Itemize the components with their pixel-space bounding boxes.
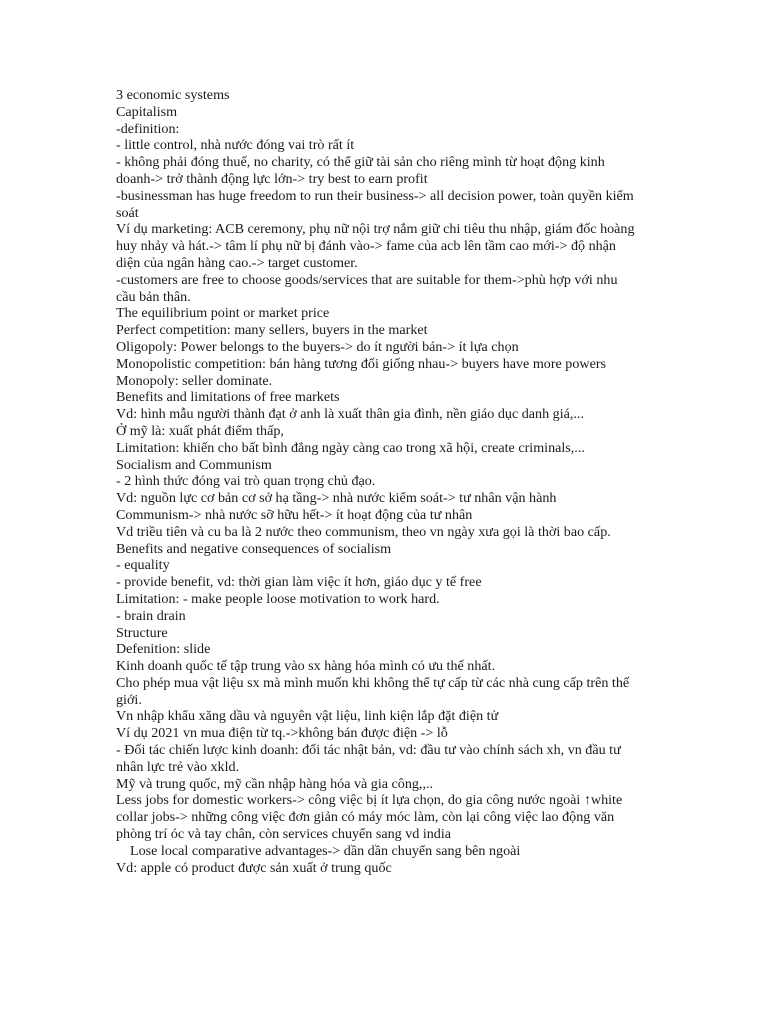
- text-line: Vn nhập khẩu xăng dầu và nguyên vật liệu, linh kiện lắp đặt điện tử: [116, 708, 499, 725]
- text-line: Limitation: khiến cho bất bình đẳng ngày càng cao trong xã hội, create criminals,...: [116, 439, 585, 456]
- document-body: [116, 87, 636, 876]
- text-paragraph: Monopolistic competition: bán hàng tương đối giống nhau-> buyers have more powers: [116, 355, 607, 372]
- text-line: Lose local comparative advantages-> dần dần chuyển sang bên ngoài: [130, 842, 521, 859]
- text-paragraph: Ví dụ marketing: ACB ceremony, phụ nữ nội trợ nắm giữ chi tiêu thu nhập, giám đốc hoàng huy nhảy và hát.-> tâm lí phụ nữ bị đánh vào-> fame của acb lên tầm cao mới-> độ nhận diện của ngân hàng cao.-> target customer.: [116, 221, 635, 271]
- text-line: Vd: nguồn lực cơ bản cơ sở hạ tầng-> nhà nước kiểm soát-> tư nhân vận hành: [116, 490, 557, 507]
- text-line: Oligopoly: Power belongs to the buyers-> do ít người bán-> ít lựa chọn: [116, 338, 519, 355]
- text-line: - provide benefit, vd: thời gian làm việc ít hơn, giáo dục y tế free: [116, 574, 482, 591]
- text-line: - little control, nhà nước đóng vai trò rất ít: [116, 137, 355, 154]
- text-line: Defenition: slide: [116, 641, 211, 658]
- text-paragraph: - Đối tác chiến lược kinh doanh: đối tác nhật bản, vd: đầu tư vào chính sách xh, vn đầu tư nhân lực trẻ vào xkld.: [116, 742, 621, 775]
- text-line: - 2 hình thức đóng vai trò quan trọng chủ đạo.: [116, 473, 376, 490]
- text-line: Ở mỹ là: xuất phát điểm thấp,: [116, 422, 284, 439]
- text-paragraph: Less jobs for domestic workers-> công việc bị ít lựa chọn, do gia công nước ngoài ↑white collar jobs-> những công việc đơn giản có máy móc làm, còn lại công việc lao động văn phòng trí óc và tay chân, còn services chuyển sang vd india: [116, 792, 623, 843]
- text-line: - brain drain: [116, 607, 186, 624]
- text-line: Ví dụ 2021 vn mua điện từ tq.->không bán được điện -> lỗ: [116, 725, 448, 742]
- text-line: Communism-> nhà nước sỡ hữu hết-> ít hoạt động của tư nhân: [116, 506, 473, 523]
- text-paragraph: -businessman has huge freedom to run their business-> all decision power, toàn quyền kiểm soát: [116, 187, 634, 221]
- section-heading: Socialism and Communism: [116, 456, 272, 473]
- text-line: Perfect competition: many sellers, buyers in the market: [116, 322, 428, 339]
- text-paragraph: Cho phép mua vật liệu sx mà mình muốn khi không thể tự cấp từ các nhà cung cấp trên thế giới.: [116, 674, 630, 708]
- text-line: The equilibrium point or market price: [116, 305, 330, 322]
- section-heading: Structure: [116, 624, 168, 641]
- text-line: -definition:: [116, 120, 180, 137]
- text-paragraph: Vd triều tiên và cu ba là 2 nước theo communism, theo vn ngày xưa gọi là thời bao cấp.: [116, 523, 611, 540]
- text-line: Monopoly: seller dominate.: [116, 372, 273, 389]
- text-line: - equality: [116, 557, 170, 574]
- text-line: Vd: apple có product được sản xuất ở trung quốc: [116, 859, 392, 876]
- text-line: Kinh doanh quốc tế tập trung vào sx hàng hóa mình có ưu thế nhất.: [116, 658, 496, 675]
- text-line: Vd: hình mẫu người thành đạt ở anh là xuất thân gia đình, nền giáo dục danh giá,...: [116, 406, 584, 423]
- text-paragraph: -customers are free to choose goods/services that are suitable for them->phù hợp với nhu cầu bản thân.: [116, 271, 618, 305]
- text-paragraph: - không phải đóng thuế, no charity, có thể giữ tài sản cho riêng mình từ hoạt động kinh doanh-> trở thành động lực lớn-> try best to earn profit: [116, 154, 605, 187]
- text-line: Mỹ và trung quốc, mỹ cần nhập hàng hóa và gia công,,..: [116, 775, 434, 792]
- section-heading: Benefits and negative consequences of socialism: [116, 540, 392, 557]
- section-heading: Benefits and limitations of free markets: [116, 389, 340, 406]
- text-line: Limitation: - make people loose motivation to work hard.: [116, 590, 440, 607]
- section-heading: Capitalism: [116, 103, 178, 120]
- doc-heading: 3 economic systems: [116, 87, 230, 103]
